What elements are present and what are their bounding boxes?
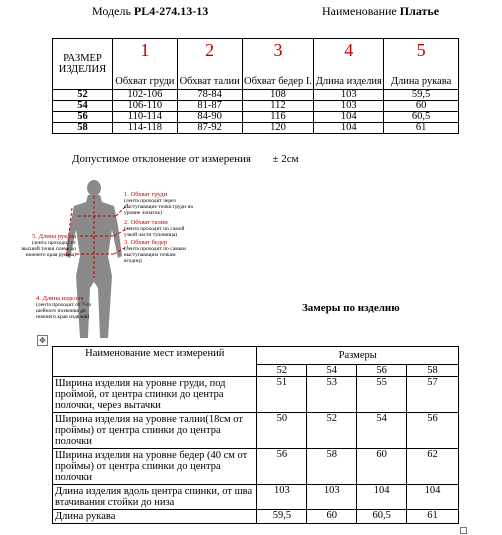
row-label: Ширина изделия на уровне груди, под проймой, от центра спинки до центра полочки, через вытачки bbox=[53, 377, 257, 413]
table-cell: 60 bbox=[384, 101, 459, 112]
table-cell: 54 bbox=[357, 413, 407, 449]
size-header: РАЗМЕР ИЗДЕЛИЯ bbox=[53, 39, 113, 90]
table-cell: 102-106 bbox=[112, 90, 177, 101]
sizes-header: Размеры bbox=[257, 347, 459, 365]
table-cell: 57 bbox=[407, 377, 459, 413]
model-line bbox=[92, 4, 208, 19]
table-cell: 104 bbox=[407, 485, 459, 510]
table-cell: 59,5 bbox=[384, 90, 459, 101]
table-row bbox=[53, 485, 459, 510]
label-note: (лента проходит от высшей точки плеча до нижнего края рукава) bbox=[21, 240, 76, 258]
table-cell: 120 bbox=[242, 123, 314, 134]
label-title: 2. Обхват талии bbox=[124, 219, 168, 226]
model-code: PL4-274.13-13 bbox=[133, 4, 209, 18]
table-cell: 60,5 bbox=[384, 112, 459, 123]
table-cell: 53 bbox=[307, 377, 357, 413]
row-label: Длина рукава bbox=[53, 510, 257, 524]
table-cell: 58 bbox=[307, 449, 357, 485]
column-number: 2 bbox=[177, 39, 242, 62]
label-hips bbox=[124, 240, 194, 264]
size-cell: 54 bbox=[53, 101, 113, 112]
table-cell: 81-87 bbox=[177, 101, 242, 112]
table-cell: 51 bbox=[257, 377, 307, 413]
table-cell: 84-90 bbox=[177, 112, 242, 123]
label-note: (лента проходит по самым выступающим точкам ягодиц) bbox=[124, 246, 186, 264]
table-cell: 108 bbox=[242, 90, 314, 101]
table-cell: 60 bbox=[357, 449, 407, 485]
table-cell: 114-118 bbox=[112, 123, 177, 134]
table-cell: 60 bbox=[307, 510, 357, 524]
table-cell: 104 bbox=[314, 123, 384, 134]
table-row bbox=[53, 449, 459, 485]
table-cell: 104 bbox=[314, 112, 384, 123]
label-note: (лента проходит через выступающие точки груди на уровне лопаток) bbox=[124, 198, 193, 216]
table-cell: 60,5 bbox=[357, 510, 407, 524]
size-header-cell: 58 bbox=[407, 365, 459, 377]
table-cell: 59,5 bbox=[257, 510, 307, 524]
table-cell: 78-84 bbox=[177, 90, 242, 101]
column-header: Длина изделия bbox=[314, 61, 384, 90]
column-header: Обхват талии bbox=[177, 61, 242, 90]
table-cell: 110-114 bbox=[112, 112, 177, 123]
table-row bbox=[53, 101, 459, 112]
measurement-figure bbox=[4, 178, 194, 343]
column-number: 3 bbox=[242, 39, 314, 62]
size-cell: 58 bbox=[53, 123, 113, 134]
tolerance-line bbox=[72, 153, 299, 165]
measurements-title: Замеры по изделию bbox=[302, 302, 400, 314]
column-header: Обхват бедер I. bbox=[242, 61, 314, 90]
label-chest bbox=[124, 192, 194, 216]
table-cell: 55 bbox=[357, 377, 407, 413]
label-length bbox=[36, 296, 96, 320]
size-cell: 56 bbox=[53, 112, 113, 123]
tolerance-text: Допустимое отклонение от измерения bbox=[72, 153, 251, 165]
table-cell: 103 bbox=[307, 485, 357, 510]
label-note: (лента проходит от 7-го шейного позвонка до нижнего края изделия) bbox=[36, 302, 92, 320]
table-cell: 61 bbox=[407, 510, 459, 524]
table-cell: 104 bbox=[357, 485, 407, 510]
column-number: 4 bbox=[314, 39, 384, 62]
size-header-cell: 54 bbox=[307, 365, 357, 377]
table-cell: 106-110 bbox=[112, 101, 177, 112]
table-resize-handle-icon[interactable] bbox=[460, 527, 467, 534]
table-cell: 103 bbox=[257, 485, 307, 510]
size-header-cell: 56 bbox=[357, 365, 407, 377]
table-cell: 62 bbox=[407, 449, 459, 485]
measurements-table bbox=[52, 346, 459, 524]
table-cell: 61 bbox=[384, 123, 459, 134]
table-cell: 56 bbox=[257, 449, 307, 485]
column-number: 5 bbox=[384, 39, 459, 62]
product-name: Платье bbox=[399, 4, 440, 18]
size-cell: 52 bbox=[53, 90, 113, 101]
table-row bbox=[53, 112, 459, 123]
table-row bbox=[53, 90, 459, 101]
table-cell: 50 bbox=[257, 413, 307, 449]
column-header: Длина рукава bbox=[384, 61, 459, 90]
model-prefix: Модель bbox=[92, 4, 134, 18]
label-title: 5. Длина рукава bbox=[32, 233, 76, 240]
size-table bbox=[52, 38, 459, 134]
table-cell: 56 bbox=[407, 413, 459, 449]
table-cell: 116 bbox=[242, 112, 314, 123]
table-cell: 52 bbox=[307, 413, 357, 449]
table-move-handle-icon[interactable]: ✥ bbox=[37, 335, 48, 346]
label-title: 1. Обхват груди bbox=[124, 191, 168, 198]
label-sleeve bbox=[18, 234, 76, 258]
product-name-prefix: Наименование bbox=[322, 4, 400, 18]
product-name-line bbox=[322, 4, 439, 19]
table-row bbox=[53, 377, 459, 413]
table-cell: 103 bbox=[314, 90, 384, 101]
table-row bbox=[53, 123, 459, 134]
size-header-cell: 52 bbox=[257, 365, 307, 377]
label-title: 4. Длина изделия bbox=[36, 295, 84, 302]
name-header: Наименование мест измерений bbox=[53, 347, 257, 377]
table-cell: 112 bbox=[242, 101, 314, 112]
row-label: Длина изделия вдоль центра спинки, от шва втачивания стойки до низа bbox=[53, 485, 257, 510]
column-header: Обхват груди bbox=[112, 61, 177, 90]
label-note: (лента проходит по самой узкой части туловища) bbox=[124, 226, 185, 238]
table-row bbox=[53, 510, 459, 524]
table-row bbox=[53, 413, 459, 449]
label-title: 3. Обхват бедер bbox=[124, 239, 168, 246]
table-cell: 103 bbox=[314, 101, 384, 112]
column-number: 1 bbox=[112, 39, 177, 62]
tolerance-value: ± 2см bbox=[272, 153, 299, 165]
row-label: Ширина изделия на уровне бедер (40 см от проймы) от центра спинки до центра полочки bbox=[53, 449, 257, 485]
label-waist bbox=[124, 220, 194, 238]
table-cell: 87-92 bbox=[177, 123, 242, 134]
row-label: Ширина изделия на уровне талии(18см от проймы) от центра спинки до центра полочки bbox=[53, 413, 257, 449]
